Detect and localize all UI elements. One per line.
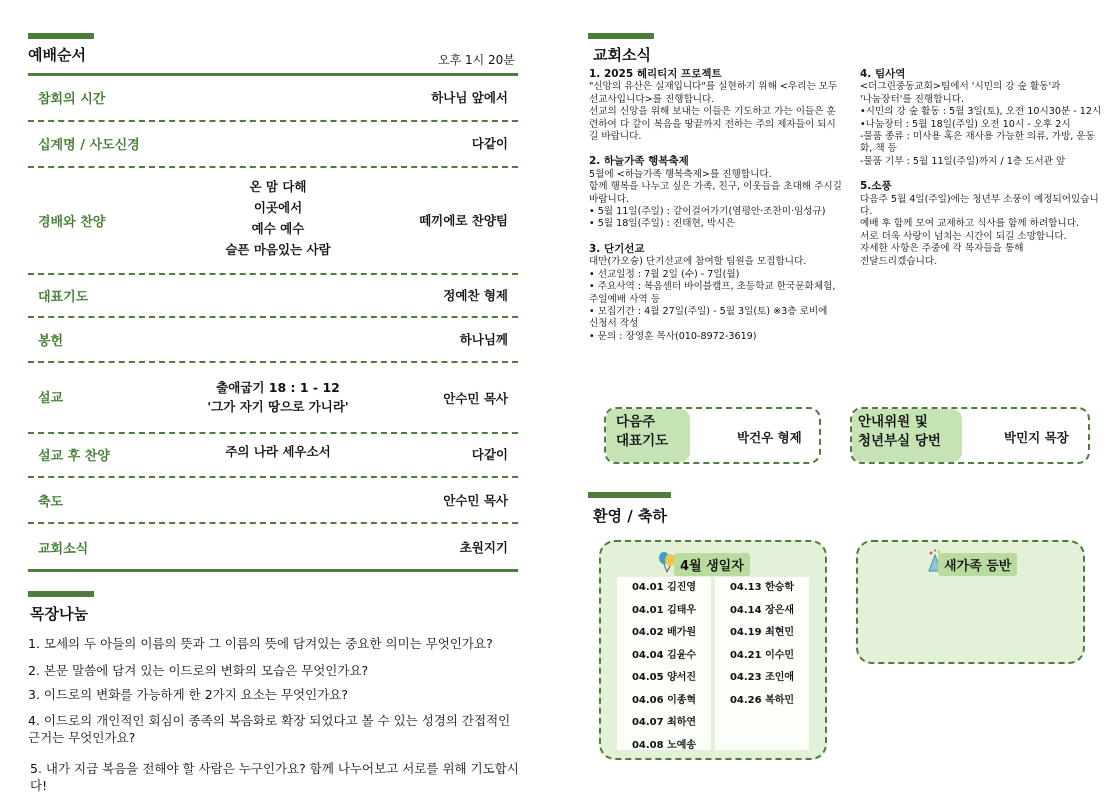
news-line: •나눔장터 : 5월 18일(주일) 오전 10시 - 오후 2시 [860, 118, 1071, 130]
question-item: 5. 내가 지금 복음을 전해야 할 사람은 누구인가요? 함께 나누어보고 서로를 위해 기도합시다! [30, 761, 519, 793]
birthday-item: 04.05 양서진 [631, 672, 697, 683]
question-item: 3. 이드로의 변화를 가능하게 한 2가지 요소는 무엇인가요? [28, 687, 348, 702]
question-item: 1. 모세의 두 아들의 이름의 뜻과 그 이름의 뜻에 담겨있는 중요한 의미는 무엇인가요? [28, 636, 493, 651]
divider [28, 166, 518, 168]
news-line: <더그린중동교회>팀에서 '시민의 강 숲 활동'과 [860, 81, 1061, 93]
order-row-confession [28, 84, 518, 108]
order-label: 십계명 / 사도신경 [38, 138, 140, 153]
sermon-info [188, 378, 368, 416]
order-leader: 다같이 [471, 136, 508, 151]
order-label: 경배와 찬양 [38, 215, 106, 230]
birthday-item: 04.02 배가원 [631, 627, 697, 638]
news-line: • 5월 18일(주일) : 진태현, 박시은 [589, 218, 735, 230]
news-line: • 모집기간 : 4월 27일(주일) - 5월 3일(토) ※3층 로비에 [589, 305, 828, 317]
order-leader: 안수민 목사 [443, 493, 508, 508]
divider [28, 361, 518, 363]
section-accent-bar [588, 33, 654, 39]
divider [28, 476, 518, 478]
order-row-praise [28, 176, 518, 266]
birthday-item: 04.04 김윤수 [631, 649, 697, 661]
divider [28, 273, 518, 275]
news-line: 예배 후 함께 모여 교제하고 식사를 함께 하려합니다. [860, 218, 1080, 230]
order-label: 교회소식 [38, 542, 89, 557]
order-label: 축도 [38, 495, 64, 510]
news-line: 화, 책 등 [860, 143, 897, 155]
divider [28, 522, 518, 524]
song-title: 이곳에서 [253, 200, 303, 215]
birthday-item: 04.21 이수민 [729, 649, 795, 661]
news-line: 바랍니다. [589, 193, 630, 205]
news-line: "신앙의 유산은 실재입니다"를 실현하기 위해 <우리는 모두 [589, 81, 838, 93]
order-leader: 하나님께 [459, 332, 508, 347]
praise-songs [188, 176, 368, 260]
order-leader: 하나님 앞에서 [431, 90, 508, 105]
question-item: 2. 본문 말씀에 담겨 있는 이드로의 변화의 모습은 무엇인가요? [28, 663, 369, 678]
birthday-list-left [617, 577, 711, 750]
order-row-sermon [28, 378, 518, 422]
worship-time: 오후 1시 20분 [438, 53, 515, 67]
song-title: 온 맘 다해 [249, 179, 307, 194]
news-line: • 5월 11일(주일) : 같이걸어가기(염평안·조찬미·임성규) [589, 206, 826, 218]
news-title: 교회소식 [593, 46, 651, 64]
order-row-prayer [28, 282, 518, 306]
news-line: -물품 종류 : 미사용 혹은 재사용 가능한 의류, 가방, 운동 [860, 131, 1095, 143]
birthday-item: 04.26 복하민 [729, 694, 795, 706]
order-label: 대표기도 [38, 290, 89, 305]
news-heading: 4. 팀사역 [860, 68, 906, 80]
usher-team: 박민지 목장 [1004, 430, 1069, 445]
birthday-item: 04.19 최현민 [729, 627, 795, 638]
news-line: 선교의 신앙을 위해 보내는 이들은 기도하고 가는 이들은 훈 [589, 106, 836, 118]
order-label: 참회의 시간 [38, 92, 106, 107]
news-heading: 5.소풍 [860, 180, 892, 193]
news-column-left [589, 68, 854, 343]
news-line: 전달드리겠습니다. [860, 255, 938, 267]
news-line: •시민의 강 숲 활동 : 5월 3일(토), 오전 10시30분 - 12시 [860, 106, 1102, 118]
news-line: 다음주 5월 4일(주일)에는 청년부 소풍이 예정되어있습니 [860, 193, 1099, 205]
news-line: 5월에 <하늘가족 행복축제>를 진행합니다. [589, 168, 772, 180]
birthday-item: 04.01 김태우 [631, 604, 697, 616]
scripture-reference: 출애굽기 18 : 1 - 12 [216, 380, 340, 395]
sharing-title: 목장나눔 [30, 605, 88, 623]
order-label: 설교 [38, 391, 64, 406]
news-line: • 주요사역 : 복음센터 바이블캠프, 초등학교 한국문화체험, [589, 281, 836, 293]
sermon-title: '그가 자기 땅으로 가니라' [207, 399, 349, 414]
label-line: 안내위원 및 [858, 414, 928, 430]
news-line: 신청서 작성 [589, 318, 639, 330]
order-label: 설교 후 찬양 [38, 449, 110, 464]
news-heading: 1. 2025 헤리티지 프로젝트 [589, 68, 722, 80]
label-line: 청년부실 당번 [858, 433, 941, 449]
song-title: 예수 예수 [251, 221, 305, 236]
news-line: 다. [860, 206, 873, 218]
label-line: 다음주 [616, 414, 656, 430]
news-line: 대만(가오슝) 단기선교에 참여할 팀원을 모집합니다. [589, 256, 807, 268]
news-line: 자세한 사항은 주중에 각 목자들을 통해 [860, 243, 1024, 255]
order-leader: 다같이 [471, 447, 508, 462]
birthday-item: 04.14 장은새 [729, 604, 795, 616]
news-line: 주일예배 사역 등 [589, 293, 660, 305]
question-item: 4. 이드로의 개인적인 회심이 종족의 복음화로 확장 되었다고 볼 수 있는 성경의 간접적인 근거는 무엇인가요? [28, 713, 511, 745]
section-accent-bar [588, 492, 671, 498]
birthday-item: 04.01 김진영 [631, 582, 697, 593]
news-heading: 3. 단기선교 [589, 242, 645, 255]
news-line: 함께 행복을 나누고 싶은 가족, 친구, 이웃들을 초대해 주시길 [589, 181, 842, 193]
news-line: 선교사입니다>를 진행합니다. [589, 93, 715, 105]
news-line: • 문의 : 장영훈 목사(010-8972-3619) [589, 330, 757, 342]
news-line: 서로 더욱 사랑이 넘치는 시간이 되길 소망합니다. [860, 230, 1067, 242]
news-column-right [860, 68, 1110, 268]
song-title: 주의 나라 세우소서 [225, 444, 331, 459]
song-title: 슬픈 마음있는 사람 [225, 242, 331, 257]
divider [28, 120, 518, 122]
news-heading: 2. 하늘가족 행복축제 [589, 155, 689, 168]
new-family-title: 새가족 등반 [938, 553, 1017, 576]
news-line: '나눔장터'를 진행합니다. [860, 93, 965, 105]
order-row-announcements [28, 534, 518, 558]
order-leader: 떼끼에로 찬양팀 [419, 213, 508, 228]
divider [28, 432, 518, 434]
new-family-card [856, 540, 1085, 664]
section-accent-bar [28, 591, 94, 597]
news-line: 련하여 다 같이 복음을 땅끝까지 전하는 주의 제자들이 되시 [589, 118, 836, 130]
divider [28, 316, 518, 318]
divider [28, 73, 518, 76]
order-row-creed [28, 130, 518, 154]
welcome-title: 환영 / 축하 [593, 507, 667, 525]
usher-box [850, 407, 1090, 464]
prayer-person: 박건우 형제 [737, 430, 802, 445]
birthday-card [599, 540, 827, 760]
order-leader: 초원지기 [459, 540, 508, 555]
birthday-item: 04.13 한승학 [729, 582, 795, 593]
order-leader: 안수민 목사 [443, 391, 508, 406]
order-row-benediction [28, 487, 518, 511]
birthday-title: 4월 생일자 [674, 553, 750, 576]
news-line: 길 바랍니다. [589, 131, 642, 143]
birthday-item: 04.07 최하연 [631, 717, 697, 728]
next-week-prayer-box [604, 407, 821, 464]
worship-title: 예배순서 [28, 46, 86, 64]
prayer-label [606, 409, 690, 462]
label-line: 대표기도 [616, 433, 669, 449]
divider [28, 569, 518, 572]
order-leader: 정예찬 형제 [443, 288, 508, 303]
section-accent-bar [28, 33, 94, 39]
birthday-item: 04.08 노예송 [631, 739, 697, 751]
order-label: 봉헌 [38, 334, 64, 349]
birthday-item: 04.23 조인애 [729, 672, 795, 683]
order-row-offering [28, 326, 518, 350]
birthday-item: 04.06 이종혁 [631, 694, 697, 706]
usher-label [852, 409, 962, 462]
birthday-list-right [715, 577, 809, 750]
news-line: -물품 기부 : 5월 11일(주일)까지 / 1층 도서관 앞 [860, 155, 1066, 167]
news-line: • 선교일정 : 7월 2일 (수) - 7일(월) [589, 268, 740, 280]
order-row-response [28, 441, 518, 465]
